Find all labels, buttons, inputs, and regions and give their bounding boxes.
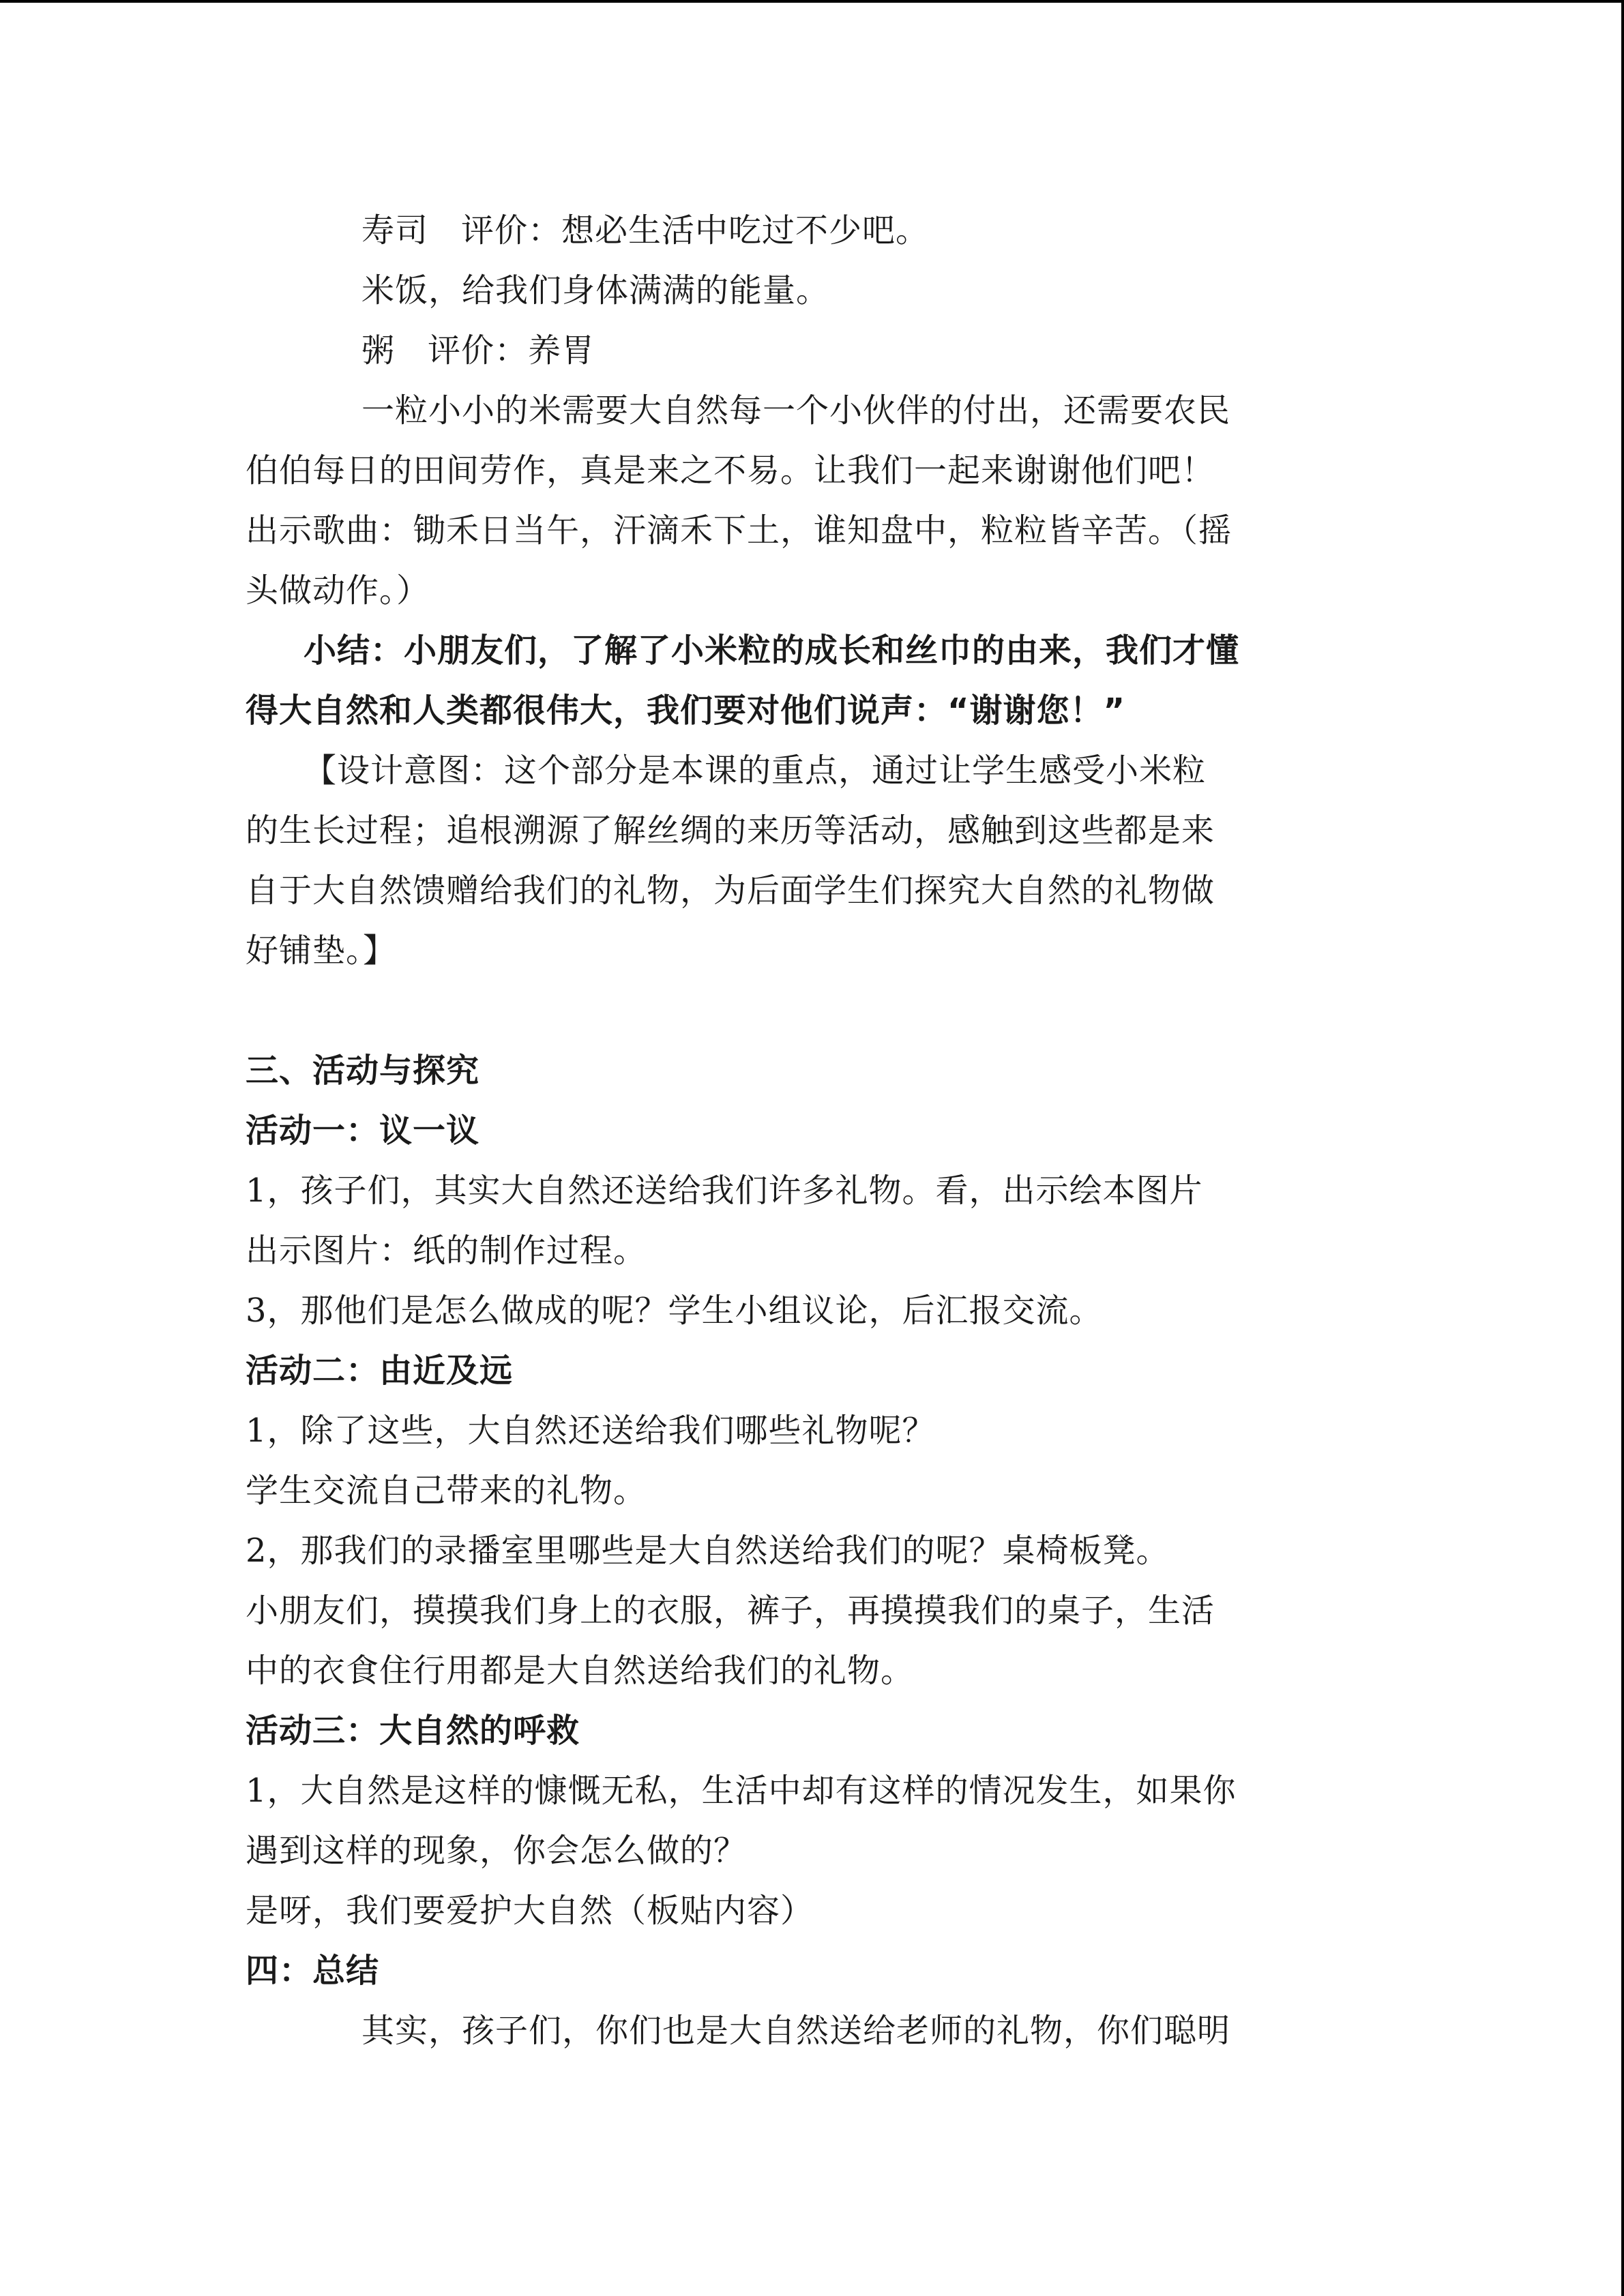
paragraph-line: 3，那他们是怎么做成的呢？学生小组议论，后汇报交流。 [246,1292,1103,1330]
dish-comment: 评价：养胃 [428,331,595,370]
design-intent-line: 好铺垫。】 [246,931,397,970]
paragraph-line: 中的衣食住行用都是大自然送给我们的礼物。 [246,1652,915,1690]
paragraph-line: 出示图片：纸的制作过程。 [246,1232,647,1270]
paragraph-line: 1，孩子们，其实大自然还送给我们许多礼物。看，出示绘本图片 [246,1172,1203,1210]
paragraph-line: 遇到这样的现象，你会怎么做的？ [246,1832,748,1870]
dish-name: 粥 [361,331,396,370]
paragraph-line: 其实，孩子们，你们也是大自然送给老师的礼物，你们聪明 [361,2012,1231,2050]
paragraph-line: 一粒小小的米需要大自然每一个小伙伴的付出，还需要农民 [361,391,1231,430]
paragraph-line: 头做动作。） [246,571,430,610]
paragraph-line: 是呀，我们要爱护大自然（板贴内容） [246,1892,814,1930]
paragraph-line: 出示歌曲：锄禾日当午，汗滴禾下土，谁知盘中，粒粒皆辛苦。（摇 [246,511,1232,550]
dish-name: 寿司 [361,211,429,250]
design-intent-line: 自于大自然馈赠给我们的礼物，为后面学生们探究大自然的礼物做 [246,871,1215,910]
paragraph-line [361,329,595,372]
section-heading: 四：总结 [246,1952,380,1990]
section-heading: 三、活动与探究 [246,1052,480,1090]
dish-comment: 评价：想必生活中吃过不少吧。 [461,211,930,250]
paragraph-line: 米饭，给我们身体满满的能量。 [361,271,830,310]
paragraph-line: 伯伯每日的田间劳作，真是来之不易。让我们一起来谢谢他们吧！ [246,451,1215,490]
summary-line: 小结：小朋友们，了解了小米粒的成长和丝巾的由来，我们才懂 [304,631,1240,670]
paragraph-line: 1，大自然是这样的慷慨无私，生活中却有这样的情况发生，如果你 [246,1772,1237,1810]
paragraph-line: 学生交流自己带来的礼物。 [246,1472,647,1510]
summary-line: 得大自然和人类都很伟大，我们要对他们说声：“谢谢您！” [246,691,1126,730]
design-intent-line: 的生长过程；追根溯源了解丝绸的来历等活动，感触到这些都是来 [246,811,1215,850]
paragraph-line: 小朋友们，摸摸我们身上的衣服，裤子，再摸摸我们的桌子，生活 [246,1592,1215,1630]
paragraph-line: 2，那我们的录播室里哪些是大自然送给我们的呢？桌椅板凳。 [246,1532,1170,1570]
activity-heading: 活动二：由近及远 [246,1352,514,1390]
activity-heading: 活动一：议一议 [246,1112,480,1150]
paragraph-line [361,209,929,252]
paragraph-line: 1，除了这些，大自然还送给我们哪些礼物呢？ [246,1412,936,1450]
activity-heading: 活动三：大自然的呼救 [246,1712,580,1750]
design-intent-line: 【设计意图：这个部分是本课的重点，通过让学生感受小米粒 [304,751,1207,790]
